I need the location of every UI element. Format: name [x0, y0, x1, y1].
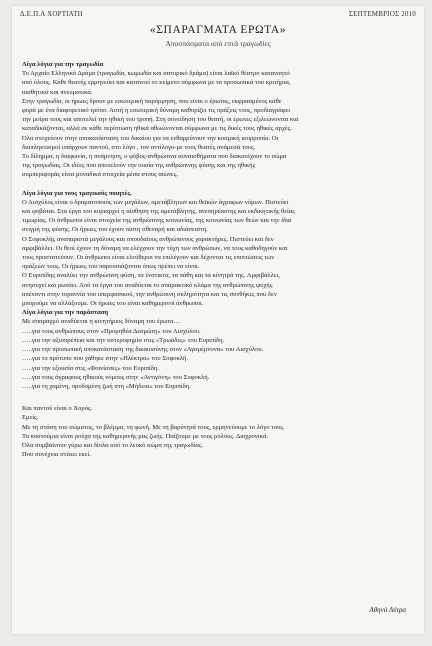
- text-line: στιγμή της φύσης. Οι ήρωες του έχουν πίστη σθεναρή και αδιάσειστη.: [22, 226, 208, 234]
- spacer: [22, 180, 418, 189]
- text-line: Και παντού είναι ο Χορός.: [22, 405, 93, 413]
- text-line: Τα κοστούμια είναι ρούχα της καθημερινής μας ζωής. Παίζουμε με τους ρόλους. Διαχρονικά.: [22, 432, 269, 440]
- list-item: …..για το πρότυπο που χάθηκε στην «Ηλέκτρα» του Σοφοκλή.: [22, 355, 189, 363]
- date-label: ΣΕΠΤΕΜΒΡΙΟΣ 2010: [348, 10, 416, 18]
- document-body: [22, 60, 418, 459]
- header-line: [20, 10, 416, 18]
- text-line: αισθητικά και πνευματικά.: [22, 88, 93, 96]
- text-line: μπορούμε να αλλάξουμε. Οι ήρωες του είναι καθημερινοί άνθρωποι.: [22, 300, 204, 308]
- section-heading-poets: Λίγα λόγια για τους τραγικούς ποιητές.: [22, 189, 132, 197]
- text-line: Στην τραγωδία, οι ήρωες δρουν με εσωτερική παρόρμηση, που είναι ο έρωτας, εκφρασμένος κάθε: [22, 97, 282, 105]
- text-line: Όλα στοχεύουν στην αποκατάσταση του δικαίου για να ενθαρρύνουν την κοσμική ισορροπία. Οι: [22, 134, 279, 142]
- list-item: …..για τους ανθρώπους στον «Προμηθέα Δεσμώτη» του Αισχύλου.: [22, 327, 201, 335]
- text-line: της τραγωδίας. Οι ιδέες που αποτελούν την ουσία της ανθρώπινης φύσης και της ηθικής: [22, 162, 256, 170]
- list-item: …..για τη χαμένη, προδομένη ζωή στη «Μήδεια» του Ευριπίδη.: [22, 382, 191, 390]
- list-item: …..για την αξιοπρέπεια και την υστεροφημία στις «Τρωάδες» του Ευριπίδη.: [22, 336, 225, 344]
- spacer: [22, 391, 418, 400]
- text-line: Που συνέχεια στέκει εκεί.: [22, 451, 91, 459]
- author-signature: Αθηνά Λύτρα: [369, 606, 406, 614]
- text-line: Με τη στάση του σώματος, το βλέμμα, τη φωνή. Με τη βαρύτητά τους, ερμηνεύουμε το λόγο τους.: [22, 423, 285, 431]
- text-line: Με σπαραγμό αναδύεται η κινητήριος δύναμη του έρωτα…: [22, 318, 181, 326]
- text-line: διαπληκτισμοί υπάρχουν παντού, στο λόγο , τον αντίλογο-με τους θεατές ανάμεσά τους.: [22, 143, 256, 151]
- text-line: από όλους. Κάθε θεατής ερμηνεύει και κατανοεί το κείμενο σύμφωνα με τα προσωπικά του κριτήρια,: [22, 79, 291, 87]
- text-line: αμφιβάλλει. Οι θεοί έχουν τη δύναμη να ελέγχουν την τύχη των ανθρώπων, να τους καθοδηγούν και: [22, 244, 288, 252]
- list-item: …..για τους άγραφους ηθικούς νόμους στην «Αντιγόνη» του Σοφοκλή.: [22, 373, 210, 381]
- text-line: Το Αρχαίο Ελληνικό Δράμα (τραγωδία, κωμωδία και σατυρικό δράμα) είναι λαϊκό θέατρο κατανοητό: [22, 70, 290, 78]
- text-line: την μοίρα τους και αποτελεί την ηθική του τροπή. Στη συνείδηση του θεατή, οι έρωτες εξιλεώνονται και: [22, 116, 299, 124]
- organization-name: Δ.Ε.Π.Α ΧΟΡΤΙΑΤΗ: [20, 10, 83, 18]
- section-heading-performance: Λίγα λόγια για την παράσταση: [22, 309, 109, 317]
- text-line: ανησυχεί και ρωτάει. Από τα έργα του αναδύεται το σπαρακτικό κλάμα της ανθρώπινης ψυχής: [22, 281, 273, 289]
- text-line: πράξεών τους. Οι ήρωες του παρουσιάζονται όπως πρέπει να είναι.: [22, 263, 200, 271]
- section-heading-tragedy: Λίγα λόγια για την τραγωδία: [22, 61, 104, 68]
- text-line: τιμωρίας. Οι άνθρωποι είναι στοιχεία της ανθρώπινης κοινωνίας, της κοινωνίας των θεών και την ίδια: [22, 217, 292, 225]
- text-line: Το δίλημμα, η διαφωνία, η ανάμνηση, ο φόβος-ανθρώπινα συναισθήματα που διακατέχουν το σώμα: [22, 153, 287, 161]
- text-line: Ο Αισχύλος είναι ο δραματοποιός των μεγάλων, αμετάβλητων και θεϊκών άγραφων νόμων. Πιστεύει: [22, 198, 289, 206]
- text-line: καταδικάζονται, αλλά σε κάθε περίπτωση ηθικά αθωώνονται σύμφωνα με τις δικές τους ηθικές αρχές.: [22, 125, 292, 133]
- document-title: «ΣΠΑΡΑΓΜΑΤΑ ΕΡΩΤΑ»: [149, 24, 287, 36]
- text-line: και φοβάται. Στα έργα του κυριαρχεί η αίσθηση της αμετάβλητης, ανεπηρέαστης και εκδικητικής θείας: [22, 208, 295, 216]
- list-item: …..για την προσωπική αποκατάσταση της δικαιοσύνης στον «Αγαμέμνονα» του Αισχύλου.: [22, 346, 264, 354]
- document-page: [12, 6, 424, 634]
- text-line: φορά με ένα διαφορετικό τρόπο. Αυτή η εσωτερική δύναμη καθορίζει τις πράξεις τους, προδιαγράφει: [22, 107, 291, 115]
- text-line: Ο Σοφοκλής αναπαριστά μεγάλους και σπουδαίους ανθρώπινους χαρακτήρες. Πιστεύει και δεν: [22, 235, 274, 243]
- text-line: Εμείς.: [22, 414, 39, 422]
- text-line: απέναντι στην τυραννία του υπερφυσικού, την ανθρώπινη σκληρότητα και τις συνθήκες που δεν: [22, 290, 277, 298]
- text-line: συμπεριφοράς είναι μοναδικά στοιχεία μέσα στους αιώνες.: [22, 171, 178, 179]
- text-line: τους προστατεύουν. Οι άνθρωποι είναι ελεύθεροι να επιλέγουν και δέχονται τις επιπτώσεις των: [22, 254, 275, 262]
- document-subtitle: Αποσπάσματα από επτά τραγωδίες: [165, 39, 271, 48]
- text-line: Ο Ευριπίδης αναλύει την ανθρώπινη φύση, τα ένστικτα, τα πάθη και τα κίνητρά της. Αμφιβάλλει,: [22, 272, 280, 280]
- list-item: …..για την εξουσία στις «Φοινίσσες» του Ευριπίδη.: [22, 364, 160, 372]
- text-line: Όλα συμβαίνουν γύρω και δίπλα από το λευκό σώμα της τραγωδίας.: [22, 441, 204, 449]
